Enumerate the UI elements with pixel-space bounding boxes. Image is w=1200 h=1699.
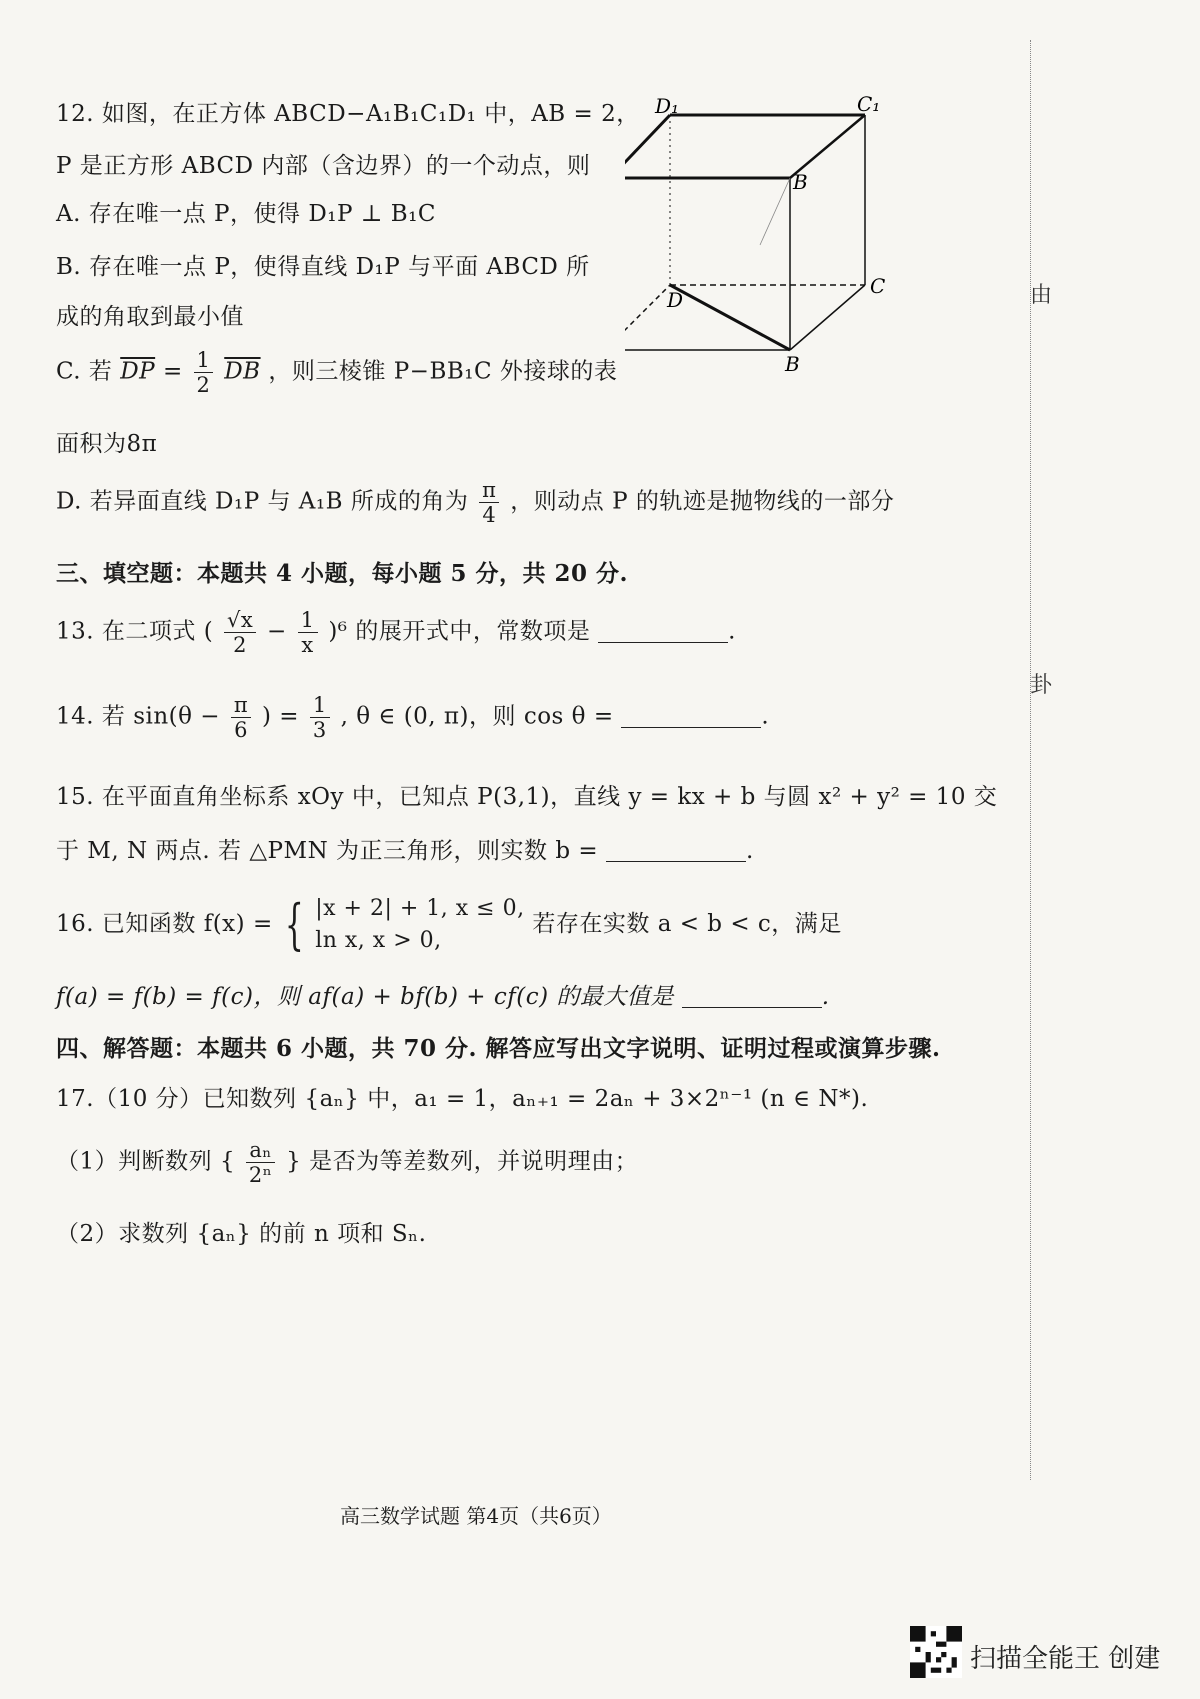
fraction-1-over-x: $\frac{1}{x}$	[298, 608, 318, 657]
q15-answer-blank	[606, 838, 746, 862]
margin-mark-1: 由	[1030, 283, 1053, 308]
page-footer: 高三数学试题 第4页（共6页）	[340, 1504, 612, 1528]
edge-a-d	[625, 285, 670, 350]
piecewise-cases: |x + 2| + 1, x ≤ 0, ln x, x > 0,	[315, 896, 525, 953]
q12-option-a: A. 存在唯一点 P，使得 D₁P ⊥ B₁C	[56, 201, 436, 227]
fraction-sqrtx-over-2: $\frac{√x}{2}$	[224, 608, 256, 657]
q12-option-c-line2: 面积为8π	[56, 431, 158, 457]
label-b: B	[785, 352, 800, 376]
q16-answer-blank	[682, 984, 822, 1008]
q12-line1: 12. 如图，在正方体 ABCD−A₁B₁C₁D₁ 中，AB = 2，	[56, 101, 640, 127]
label-c1: C₁	[857, 95, 881, 116]
q14: 14. 若 sin(θ − $\frac{\pi}{6}$ ) = $\frac{1}{3}$ , θ ∈ (0, π)，则 cos θ = .	[56, 693, 770, 743]
q16-line2: f(a) = f(b) = f(c)，则 af(a) + bf(b) + cf(c) 的最大值是 .	[56, 984, 830, 1010]
fraction-pi-over-6: $\frac{\pi}{6}$	[231, 693, 251, 742]
cube-figure	[625, 95, 955, 405]
piecewise-brace: {	[284, 892, 304, 956]
fraction-an-over-2n: $\frac{\text{aₙ}}{\text{2ⁿ}}$	[246, 1138, 275, 1187]
vector-db: $\overline{DB}$	[224, 358, 261, 385]
q15-line2: 于 M, N 两点. 若 △PMN 为正三角形，则实数 b = .	[56, 838, 754, 864]
q12-line2: P 是正方形 ABCD 内部（含边界）的一个动点，则	[56, 153, 591, 179]
q12-option-b-line2: 成的角取到最小值	[56, 304, 244, 330]
label-d: D	[667, 288, 684, 312]
edge-b-c	[790, 285, 865, 350]
section-3-heading: 三、填空题：本题共 4 小题，每小题 5 分，共 20 分.	[56, 560, 629, 587]
q12-option-c: C. 若 $\overline{DP}$ = $\frac{1}{2}$ $\overline{DB}$ ，则三棱锥 P−BB₁C 外接球的表	[56, 348, 618, 398]
scanner-brand-text: 扫描全能王 创建	[970, 1644, 1161, 1674]
q14-answer-blank	[621, 704, 761, 728]
q13-answer-blank	[598, 619, 728, 643]
q13: 13. 在二项式 ( $\frac{√x}{2}$ − $\frac{1}{x}$ )⁶ 的展开式中，常数项是 .	[56, 608, 736, 658]
q17-stem: 17.（10 分）已知数列 {aₙ} 中，a₁ = 1，aₙ₊₁ = 2aₙ + 3×2ⁿ⁻¹ (n ∈ N*).	[56, 1086, 869, 1112]
diagonal-db	[670, 285, 790, 350]
label-d1: D₁	[655, 95, 680, 118]
q17-part1: （1）判断数列 { $\frac{\text{aₙ}}{\text{2ⁿ}}$ } 是否为等差数列，并说明理由；	[56, 1138, 639, 1188]
label-b1: B	[793, 170, 808, 194]
fraction-half: $\frac{1}{2}$	[194, 348, 214, 397]
section-4-heading: 四、解答题：本题共 6 小题，共 70 分. 解答应写出文字说明、证明过程或演算步骤.	[56, 1035, 941, 1062]
edge-c1-b1	[790, 115, 865, 178]
vector-dp: $\overline{DP}$	[120, 358, 156, 385]
binding-line	[1030, 40, 1031, 1480]
edge-a1-d1	[625, 115, 670, 178]
margin-mark-2: 卦	[1030, 673, 1053, 698]
fraction-1-over-3: $\frac{1}{3}$	[310, 693, 330, 742]
label-c: C	[870, 274, 886, 298]
q16-line1: 16. 已知函数 f(x) = { |x + 2| + 1, x ≤ 0, ln x, x > 0, 若存在实数 a < b < c，满足	[56, 892, 842, 956]
fraction-pi-over-4: $\frac{\pi}{4}$	[479, 478, 499, 527]
q15-line1: 15. 在平面直角坐标系 xOy 中，已知点 P(3,1)，直线 y = kx + b 与圆 x² + y² = 10 交	[56, 784, 998, 810]
q12-option-d: D. 若异面直线 D₁P 与 A₁B 所成的角为 $\frac{\pi}{4}$ ，则动点 P 的轨迹是抛物线的一部分	[56, 478, 895, 528]
qr-code-icon	[910, 1626, 962, 1678]
q17-part2: （2）求数列 {aₙ} 的前 n 项和 Sₙ.	[56, 1221, 427, 1247]
diagonal-b1-hint	[760, 178, 790, 245]
q12-option-b-line1: B. 存在唯一点 P，使得直线 D₁P 与平面 ABCD 所	[56, 254, 590, 280]
